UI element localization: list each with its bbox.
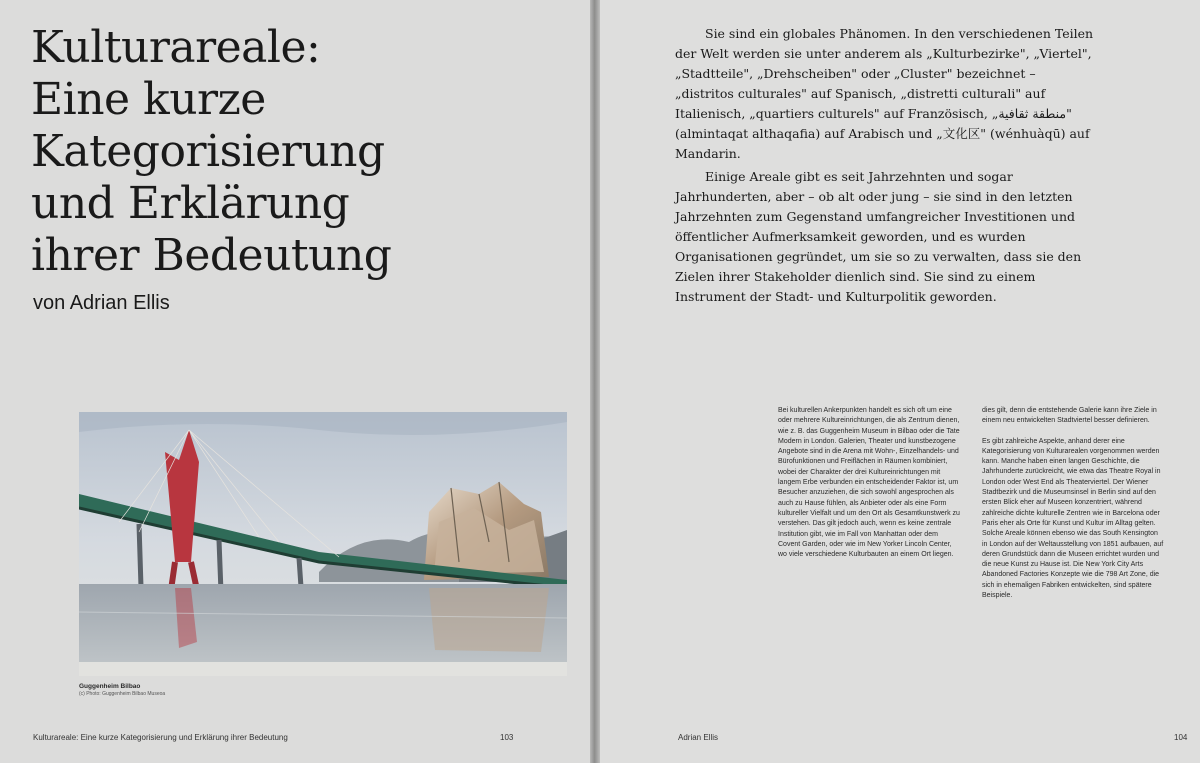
intro-paragraph: Sie sind ein globales Phänomen. In den verschiedenen Teilen der Welt werden sie unter anderem als „Kulturbezirke", „Viertel", „Stadtteile", „Drehscheiben" oder „Cluster" bezeichnet – „distritos culturales" auf Spanisch, „distretti culturali" auf Italienisch, „quartiers culturels" auf Französisch, „منطقة ثقافية" (almintaqat althaqafia) auf Arabisch und „文化区" (wénhuàqū) auf Mandarin.: [675, 26, 1094, 161]
title-line: Eine kurze: [31, 74, 266, 125]
image-caption: [79, 682, 165, 698]
column-paragraph: dies gilt, denn die entstehende Galerie kann ihre Ziele in einem neu entwickelten Stadtviertel besser definieren.: [982, 407, 1157, 425]
title-line: Kategorisierung: [31, 126, 385, 177]
running-footer: Kulturareale: Eine kurze Kategorisierung und Erklärung ihrer Bedeutung: [33, 733, 288, 742]
caption-credit: (c) Photo: Guggenheim Bilbao Museoa: [79, 691, 166, 697]
title-line: ihrer Bedeutung: [31, 230, 392, 281]
column-paragraph: Es gibt zahlreiche Aspekte, anhand derer eine Kategorisierung von Kulturarealen vorgenommen werden kann. Manche haben einen langen Geschichte, die Jahrhunderte zurückreicht, wie etwa das Theatre Royal in London oder West End als Theaterviertel. Der Wiener Stadtbezirk und die Museumsinsel in Berlin sind auf den ersten Blick eher auf Museen konzentriert, während zahlreiche dichte kulturelle Zentren wie in Barcelona oder Paris eher als Orte für Kunst und Kultur im Alltag gelten. Solche Areale können ebenso wie das South Kensington in London auf der Weltausstellung von 1851 aufbauen, auf deren Grundstück dann die Museen errichtet wurden und die neue Kunst zu Hause ist. Die New York City Arts Abandoned Factories Konzepte wie die 798 Art Zone, die sich in ehemaligen Fabriken entwickelten, sind spätere Beispiele.: [982, 437, 1164, 600]
article-title: [31, 22, 391, 282]
title-line: und Erklärung: [31, 178, 350, 229]
title-line: Kulturareale:: [31, 22, 321, 73]
caption-title: Guggenheim Bilbao: [79, 683, 141, 690]
left-page: [0, 0, 590, 763]
byline: von Adrian Ellis: [33, 292, 170, 314]
intro-paragraph: Einige Areale gibt es seit Jahrzehnten und sogar Jahrhunderten, aber – ob alt oder jung – sie sind in den letzten Jahrzehnten zum Gegenstand umfangreicher Investitionen und öffentlicher Aufmerksamkeit geworden, und es wurden Organisationen gegründet, um sie so zu verwalten, dass sie den Zielen ihrer Stakeholder dienlich sind. Sie sind zu einem Instrument der Stadt- und Kulturpolitik geworden.: [675, 169, 1082, 304]
article-photo: [79, 412, 567, 676]
book-gutter: [590, 0, 600, 763]
body-column: [982, 406, 1164, 601]
running-footer: Adrian Ellis: [678, 733, 719, 742]
page-number: 103: [500, 733, 514, 742]
page-number: 104: [1174, 733, 1188, 742]
right-page: [600, 0, 1200, 763]
body-column: Bei kulturellen Ankerpunkten handelt es sich oft um eine oder mehrere Kultureinrichtungen, die als Zentrum dienen, wie z. B. das Guggenheim Museum in Bilbao oder die Tate Modern in London. Galerien, Theater und kunstbezogene Angebote sind in die Arena mit Wohn-, Einzelhandels- und Bürofunktionen und Freiflächen in Räumen kombiniert, wobei der Charakter der drei Kultureinrichtungen mit langem Erbe verbunden ein entscheidender Faktor ist, um Besucher anzuziehen, die sich sowohl angesprochen als auch zu Hause fühlen, als Anbieter oder als eine Form kultureller Vielfalt und um den Ort als Gesamtkunstwerk zu verstehen. Das gilt jedoch auch, wenn es keine zentrale Institution gibt, wie im Fall von Manhattan oder dem Covent Garden, oder wie im New Yorker Lincoln Center, wo viele verschiedene Kulturbauten an einem Ort liegen.: [778, 407, 960, 559]
